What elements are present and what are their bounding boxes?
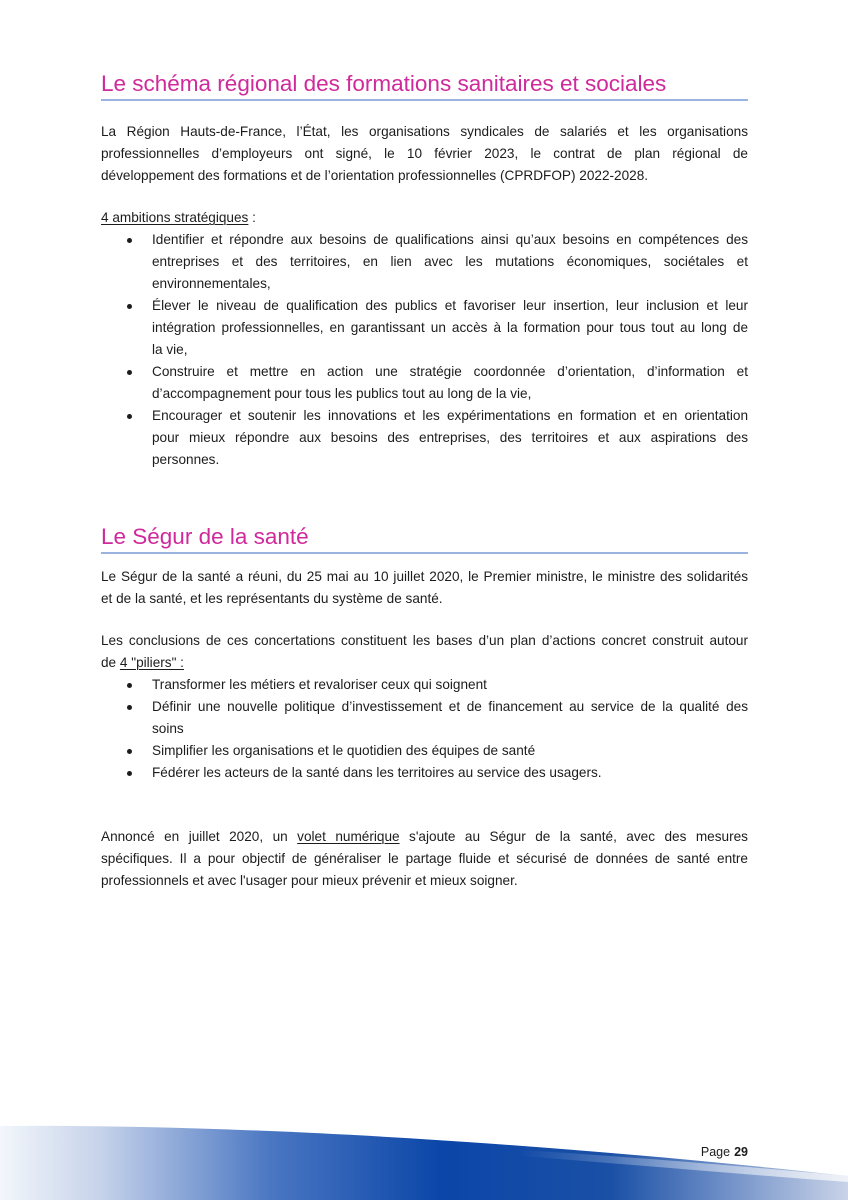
list-item-line: Définir une nouvelle politique d’investissement et de financement au service de la qualité des — [152, 699, 748, 714]
paragraph-line: professionnelles d’employeurs ont signé, le 10 février 2023, le contrat de plan régional de — [101, 146, 748, 161]
footer-swoosh — [0, 1120, 848, 1200]
list-item — [101, 674, 748, 696]
paragraph-line — [101, 207, 748, 229]
list-item — [101, 405, 748, 471]
bullet-dot — [127, 370, 132, 375]
heading-rule — [101, 552, 748, 554]
list-item-line: Encourager et soutenir les innovations et les expérimentations en formation et en orientation — [152, 408, 748, 423]
list-item-line: Identifier et répondre aux besoins de qualifications ainsi qu’aux besoins en compétences des — [152, 232, 748, 247]
bullet-dot — [127, 238, 132, 243]
bullet-dot — [127, 304, 132, 309]
list-item — [101, 295, 748, 361]
list-item-line: Élever le niveau de qualification des publics et favoriser leur insertion, leur inclusion et leur — [152, 298, 748, 313]
paragraph-line: développement des formations et de l’orientation professionnelles (CPRDFOP) 2022-2028. — [101, 168, 649, 183]
numerique-paragraph — [101, 826, 748, 892]
paragraph-line: Le Ségur de la santé a réuni, du 25 mai au 10 juillet 2020, le Premier ministre, le ministre des solidarités — [101, 569, 748, 584]
volet-numerique-text: volet numérique — [297, 829, 400, 844]
section-heading-segur: Le Ségur de la santé — [101, 524, 309, 549]
piliers-label: 4 "piliers" : — [119, 655, 184, 670]
bullet-dot — [127, 414, 132, 419]
numerique-suffix: s'ajoute au Ségur de la santé, avec des mesures — [399, 829, 748, 844]
list-item-line: intégration professionnelles, en garantissant un accès à la formation pour tous tout au long de — [152, 320, 748, 335]
bullet-dot — [127, 683, 132, 688]
paragraph-line — [101, 826, 748, 848]
paragraph-line: Les conclusions de ces concertations constituent les bases d’un plan d’actions concret construit autour — [101, 633, 748, 648]
list-item — [101, 696, 748, 740]
conclusions-prefix: de — [101, 655, 120, 670]
section-heading-schema: Le schéma régional des formations sanitaires et sociales — [101, 71, 667, 96]
intro-paragraph-segur — [101, 566, 748, 610]
intro-paragraph-cprdfop — [101, 121, 748, 187]
heading-rule — [101, 99, 748, 101]
ambitions-label: 4 ambitions stratégiques — [101, 210, 249, 225]
list-item-line: d’accompagnement pour tous les publics tout au long de la vie, — [152, 386, 532, 401]
footer-swoosh-main — [0, 1126, 848, 1200]
list-item-line: la vie, — [152, 342, 188, 357]
bullet-dot — [127, 749, 132, 754]
paragraph-line: et de la santé, et les représentants du système de santé. — [101, 591, 443, 606]
list-item-line: environnementales, — [152, 276, 271, 291]
ambitions-intro — [101, 207, 748, 229]
bullet-dot — [127, 705, 132, 710]
list-item-line: pour mieux répondre aux besoins des entreprises, des territoires et aux aspirations des — [152, 430, 748, 445]
piliers-list — [101, 674, 748, 784]
list-item-line: Construire et mettre en action une stratégie coordonnée d’orientation, d’information et — [152, 364, 748, 379]
list-item-line: personnes. — [152, 452, 220, 467]
list-item-line: Fédérer les acteurs de la santé dans les territoires au service des usagers. — [152, 765, 602, 780]
list-item — [101, 361, 748, 405]
list-item — [101, 740, 748, 762]
bullet-dot — [127, 771, 132, 776]
list-item-line: soins — [152, 721, 184, 736]
ambitions-list — [101, 229, 748, 471]
list-item-line: Transformer les métiers et revaloriser ceux qui soignent — [152, 677, 487, 692]
paragraph-line: La Région Hauts-de-France, l’État, les organisations syndicales de salariés et les organisations — [101, 124, 748, 139]
page-number-value: 29 — [734, 1145, 748, 1159]
list-item-line: entreprises et des territoires, en lien avec les mutations économiques, sociétales et — [152, 254, 748, 269]
list-item-line: Simplifier les organisations et le quotidien des équipes de santé — [152, 743, 536, 758]
paragraph-line — [101, 652, 748, 674]
list-item — [101, 229, 748, 295]
numerique-prefix: Annoncé en juillet 2020, un — [101, 829, 298, 844]
ambitions-label-suffix: : — [248, 210, 256, 225]
conclusions-paragraph — [101, 630, 748, 674]
paragraph-line: professionnels et avec l'usager pour mieux prévenir et mieux soigner. — [101, 873, 518, 888]
page-label: Page — [700, 1145, 731, 1159]
paragraph-line: spécifiques. Il a pour objectif de généraliser le partage fluide et sécurisé de données de santé entre — [101, 851, 748, 866]
list-item — [101, 762, 748, 784]
